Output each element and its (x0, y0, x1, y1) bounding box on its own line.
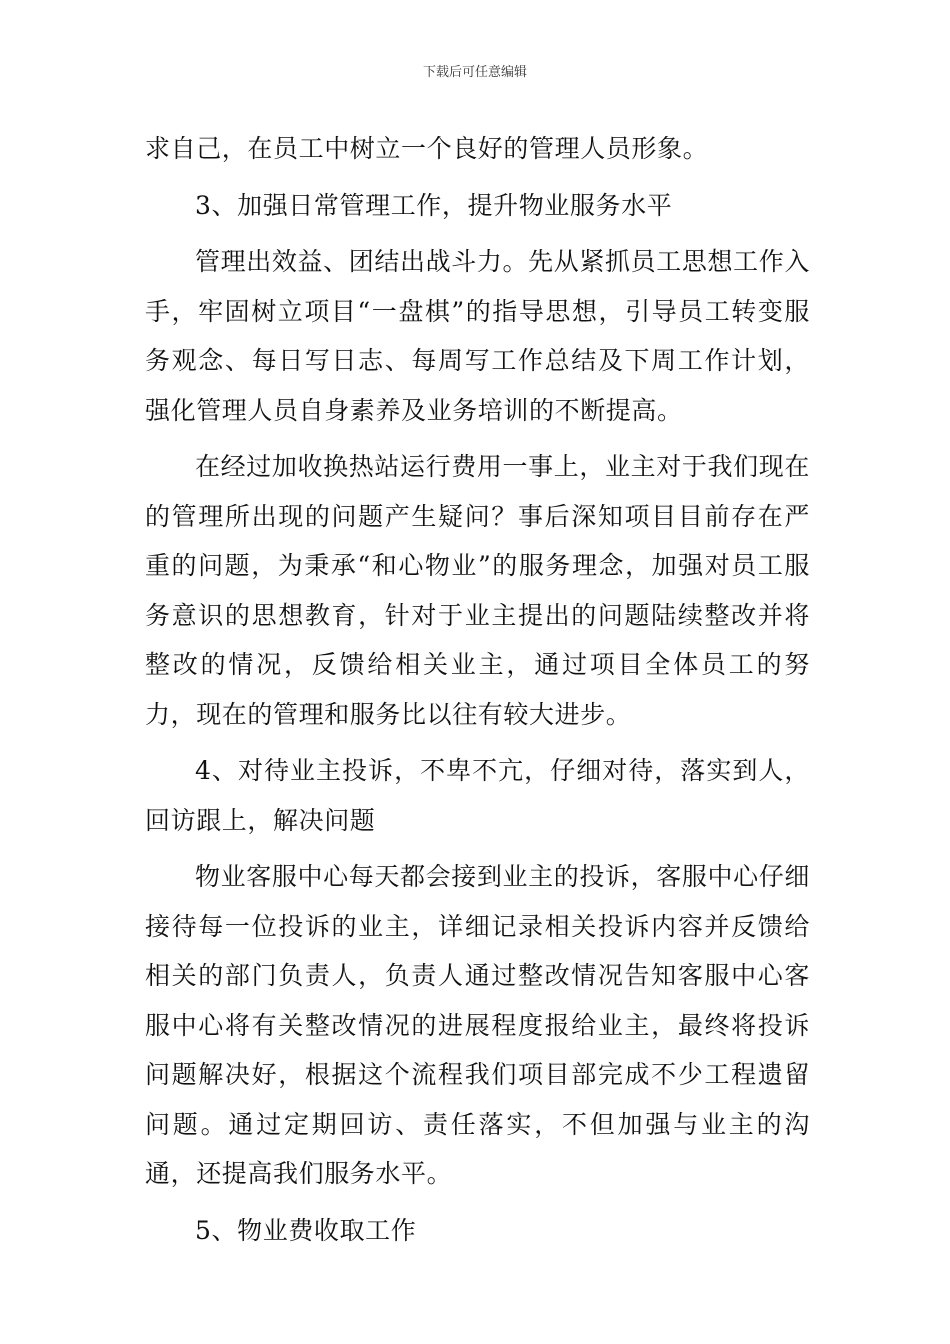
paragraph-management-efficiency: 管理出效益、团结出战斗力。先从紧抓员工思想工作入手，牢固树立项目“一盘棋”的指导思想，引导员工转变服务观念、每日写日志、每周写工作总结及下周工作计划，强化管理人员自身素养及业务培训的不断提高。 (145, 247, 810, 425)
page-header: 下载后可任意编辑 (422, 65, 527, 80)
section-heading-5: 5、物业费收取工作 (195, 1215, 417, 1245)
document-body (145, 124, 810, 1262)
paragraph-heating-fee: 在经过加收换热站运行费用一事上，业主对于我们现在的管理所出现的问题产生疑问？事后深知项目目前存在严重的问题，为秉承“和心物业”的服务理念，加强对员工服务意识的思想教育，针对于业主提出的问题陆续整改并将整改的情况，反馈给相关业主，通过项目全体员工的努力，现在的管理和服务比以往有较大进步。 (145, 452, 810, 729)
paragraph-continuation: 求自己，在员工中树立一个良好的管理人员形象。 (145, 134, 709, 163)
paragraph-complaints: 物业客服中心每天都会接到业主的投诉，客服中心仔细接待每一位投诉的业主，详细记录相关投诉内容并反馈给相关的部门负责人，负责人通过整改情况告知客服中心客服中心将有关整改情况的进展程度报给业主，最终将投诉问题解决好，根据这个流程我们项目部完成不少工程遗留问题。通过定期回访、责任落实，不但加强与业主的沟通，还提高我们服务水平。 (145, 862, 810, 1188)
section-heading-4: 4、对待业主投诉，不卑不亢，仔细对待，落实到人，回访跟上，解决问题 (145, 756, 810, 835)
section-heading-3: 3、加强日常管理工作，提升物业服务水平 (195, 190, 673, 220)
